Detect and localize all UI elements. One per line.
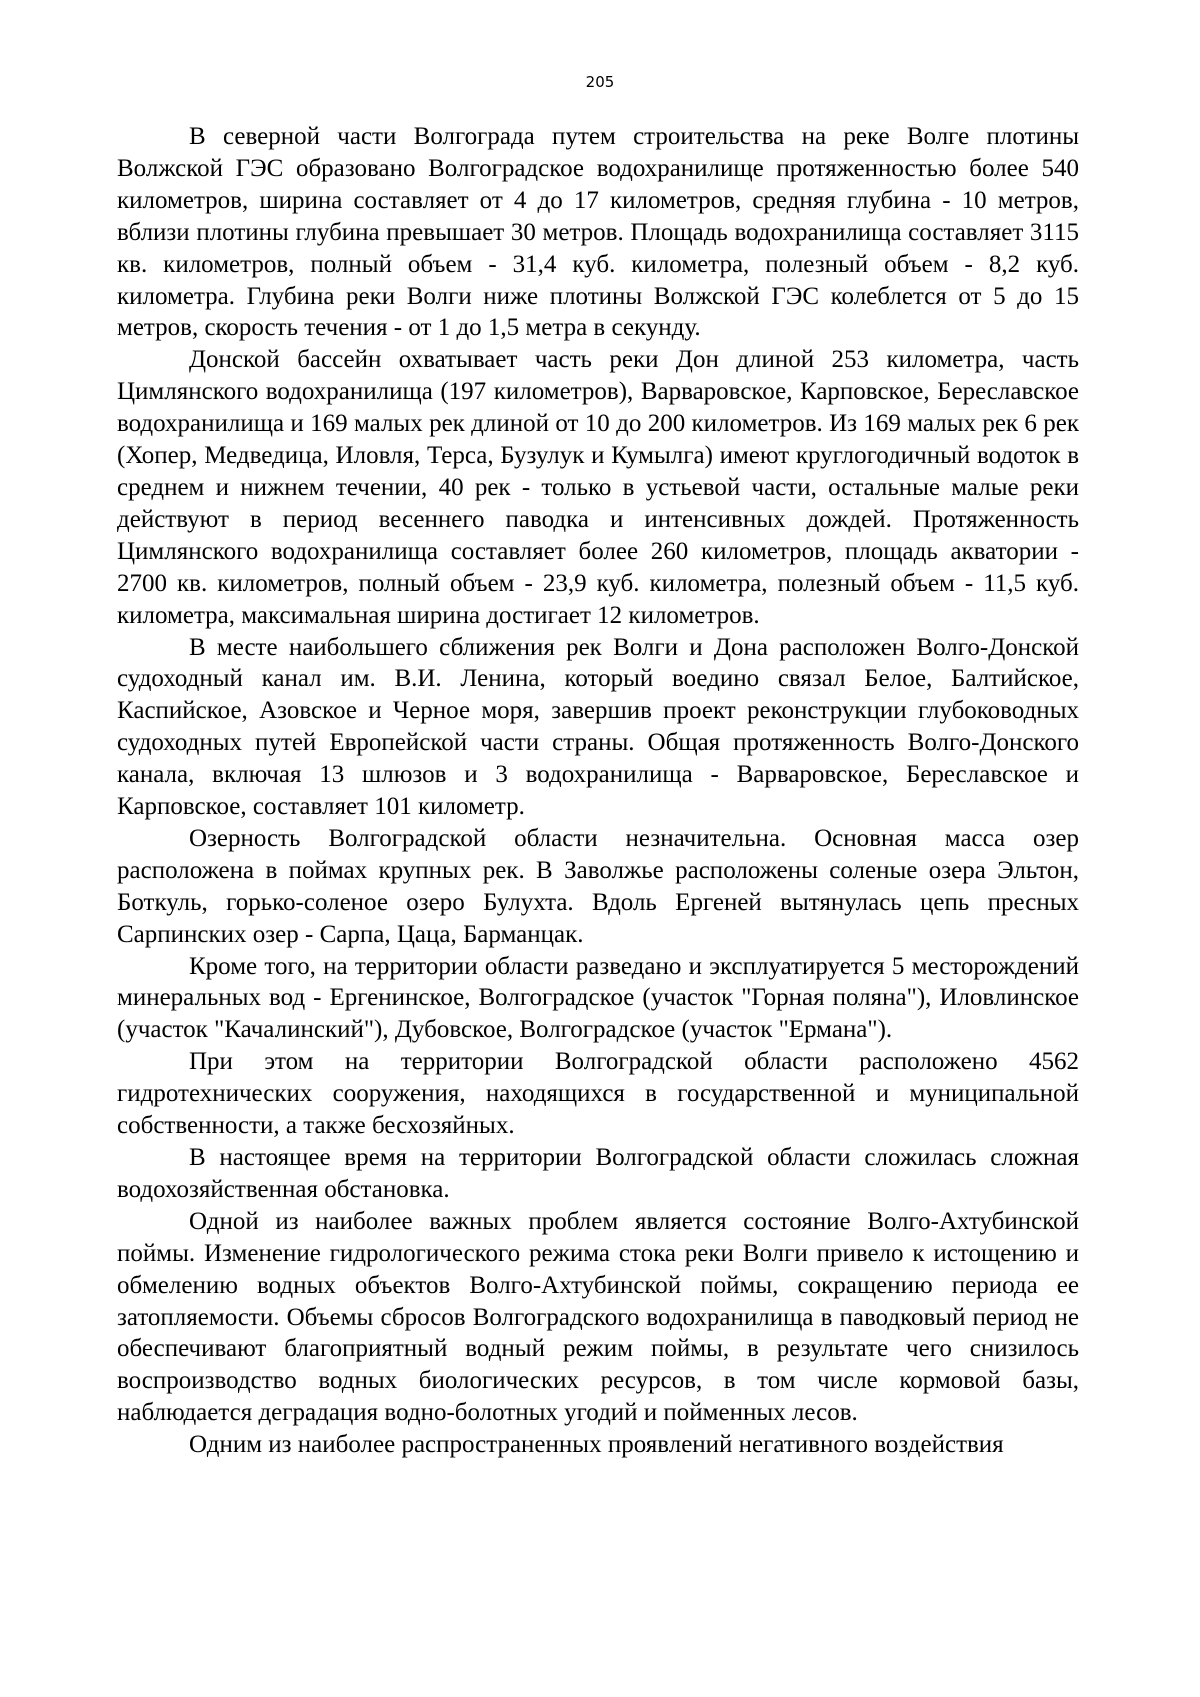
paragraph-volga-akhtuba-floodplain: Одной из наиболее важных проблем является состояние Волго-Ахтубинской поймы. Изменение гидрологического режима стока реки Волги привело к истощению и обмелению водных объектов Волго-Ахтубинской поймы, сокращению периода ее затопляемости. Объемы сбросов Волгоградского водохранилища в паводковый период не обеспечивают благоприятный водный режим поймы, в результате чего снизилось воспроизводство водных биологических ресурсов, в том числе кормовой базы, наблюдается деградация водно-болотных угодий и пойменных лесов. — [117, 1207, 1079, 1427]
paragraph-negative-impact: Одним из наиболее распространенных проявлений негативного воздействия — [189, 1431, 1004, 1459]
paragraph-lakes: Озерность Волгоградской области незначительна. Основная масса озер расположена в поймах крупных рек. В Заволжье расположены соленые озера Эльтон, Боткуль, горько-соленое озеро Булухта. Вдоль Ергеней вытянулась цепь пресных Сарпинских озер - Сарпа, Цаца, Барманцак. — [117, 824, 1079, 948]
paragraph-volgograd-reservoir: В северной части Волгограда путем строительства на реке Волге плотины Волжской ГЭС образовано Волгоградское водохранилище протяженностью более 540 километров, ширина составляет от 4 до 17 километров, средняя глубина - 10 метров, вблизи плотины глубина превышает 30 метров. Площадь водохранилища составляет 3115 кв. километров, полный объем - 31,4 куб. километра, полезный объем - 8,2 куб. километра. Глубина реки Волги ниже плотины Волжской ГЭС колеблется от 5 до 15 метров, скорость течения - от 1 до 1,5 метра в секунду. — [117, 123, 1079, 342]
paragraph-hydraulic-structures: При этом на территории Волгоградской области расположено 4562 гидротехнических сооружения, находящихся в государственной и муниципальной собственности, а также бесхозяйных. — [117, 1048, 1079, 1140]
paragraph-mineral-waters: Кроме того, на территории области разведано и эксплуатируется 5 месторождений минеральных вод - Ергенинское, Волгоградское (участок "Горная поляна"), Иловлинское (участок "Качалинский"), Дубовское, Волгоградское (участок "Ермана"). — [117, 952, 1079, 1044]
page-number: 205 — [585, 73, 615, 91]
paragraph-don-basin: Донской бассейн охватывает часть реки Дон длиной 253 километра, часть Цимлянского водохранилища (197 километров), Варваровское, Карповское, Береславское водохранилища и 169 малых рек длиной от 10 до 200 километров. Из 169 малых рек 6 рек (Хопер, Медведица, Иловля, Терса, Бузулук и Кумылга) имеют круглогодичный водоток в среднем и нижнем течении, 40 рек - только в устьевой части, остальные малые реки действуют в период весеннего паводка и интенсивных дождей. Протяженность Цимлянского водохранилища составляет более 260 километров, площадь акватории - 2700 кв. километров, полный объем - 23,9 куб. километра, полезный объем - 11,5 куб. километра, максимальная ширина достигает 12 километров. — [117, 346, 1079, 629]
document-body — [117, 121, 1079, 1461]
paragraph-volga-don-canal: В месте наибольшего сближения рек Волги и Дона расположен Волго-Донской судоходный канал им. В.И. Ленина, который воедино связал Белое, Балтийское, Каспийское, Азовское и Черное моря, завершив проект реконструкции глубоководных судоходных путей Европейской части страны. Общая протяженность Волго-Донского канала, включая 13 шлюзов и 3 водохранилища - Варваровское, Береславское и Карповское, составляет 101 километр. — [117, 633, 1079, 821]
paragraph-water-situation: В настоящее время на территории Волгоградской области сложилась сложная водохозяйственная обстановка. — [117, 1144, 1079, 1203]
